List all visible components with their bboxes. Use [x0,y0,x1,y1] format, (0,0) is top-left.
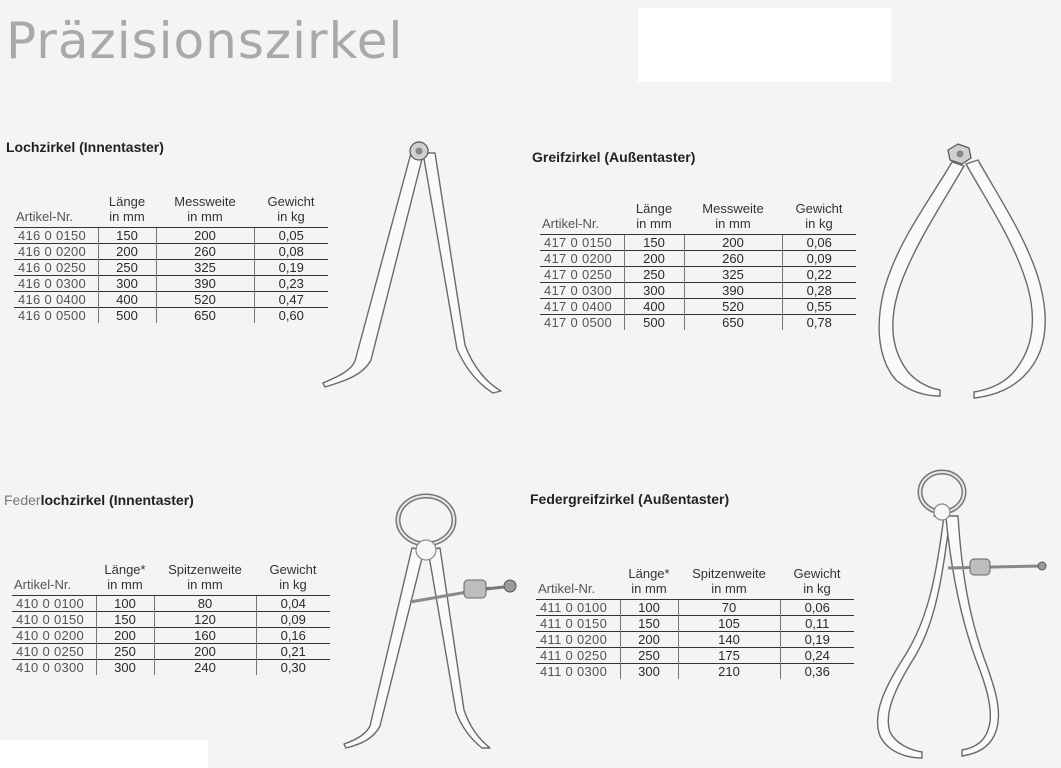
inside-caliper-icon [315,135,515,397]
cell-weite: 120 [154,612,256,628]
table-row [536,632,854,648]
cell-gewicht: 0,06 [782,235,856,251]
table-row [536,600,854,616]
spring-inside-caliper-icon [340,490,525,755]
col-header-gewicht: Gewicht in kg [793,566,841,596]
cell-laenge: 100 [96,596,154,612]
cell-gewicht: 0,28 [782,283,856,299]
cell-laenge: 400 [624,299,684,315]
table-row [14,260,328,276]
cell-gewicht: 0,24 [780,648,854,664]
cell-laenge: 200 [624,251,684,267]
cell-weite: 200 [684,235,782,251]
cell-gewicht: 0,36 [780,664,854,680]
cell-artikel-nr: 411 0 0250 [536,648,620,664]
cell-artikel-nr: 416 0 0150 [14,228,98,244]
col-header-spitzenweite: Spitzenweite in mm [692,566,766,596]
cell-artikel-nr: 410 0 0150 [12,612,96,628]
section-title-federgreifzirkel [530,491,729,507]
col-header-gewicht: Gewicht in kg [795,201,843,231]
cell-weite: 160 [154,628,256,644]
cell-weite: 210 [678,664,780,680]
cell-gewicht: 0,30 [256,660,330,676]
cell-laenge: 200 [620,632,678,648]
cell-weite: 390 [684,283,782,299]
cell-laenge: 250 [624,267,684,283]
section-title-lochzirkel [6,139,164,155]
col-header-laenge: Länge* in mm [104,562,146,592]
table-body [536,600,854,680]
cell-gewicht: 0,47 [254,292,328,308]
cell-artikel-nr: 410 0 0300 [12,660,96,676]
cell-weite: 70 [678,600,780,616]
cell-artikel-nr: 410 0 0250 [12,644,96,660]
table-body [12,596,330,676]
cell-gewicht: 0,08 [254,244,328,260]
cell-gewicht: 0,09 [256,612,330,628]
cell-weite: 325 [156,260,254,276]
col-header-artikel: Artikel-Nr. [542,216,600,231]
cell-artikel-nr: 410 0 0200 [12,628,96,644]
table-body [540,235,856,331]
section-title-light: Feder [4,492,41,508]
page-title: Präzisionszirkel [6,12,404,70]
cell-artikel-nr: 410 0 0100 [12,596,96,612]
table-row [12,644,330,660]
cell-laenge: 250 [98,260,156,276]
table-row [536,664,854,680]
cell-artikel-nr: 417 0 0400 [540,299,624,315]
cell-artikel-nr: 416 0 0250 [14,260,98,276]
cell-laenge: 150 [620,616,678,632]
table-header-row [12,562,330,596]
cell-artikel-nr: 411 0 0300 [536,664,620,680]
blank-footer-area [0,740,208,768]
spec-table-lochzirkel [14,194,328,323]
cell-artikel-nr: 417 0 0250 [540,267,624,283]
table-row [14,228,328,244]
cell-laenge: 250 [96,644,154,660]
blank-label-area [638,8,891,82]
section-title-bold: Greifzirkel (Außentaster) [532,149,696,165]
cell-laenge: 250 [620,648,678,664]
cell-laenge: 300 [620,664,678,680]
cell-gewicht: 0,05 [254,228,328,244]
cell-weite: 325 [684,267,782,283]
table-row [14,244,328,260]
cell-weite: 260 [156,244,254,260]
cell-weite: 260 [684,251,782,267]
cell-artikel-nr: 411 0 0100 [536,600,620,616]
table-row [536,616,854,632]
cell-laenge: 500 [624,315,684,331]
cell-weite: 650 [684,315,782,331]
cell-laenge: 150 [96,612,154,628]
cell-gewicht: 0,60 [254,308,328,324]
cell-artikel-nr: 416 0 0400 [14,292,98,308]
cell-laenge: 400 [98,292,156,308]
table-body [14,228,328,324]
cell-weite: 80 [154,596,256,612]
col-header-messweite: Messweite in mm [174,194,236,224]
cell-weite: 650 [156,308,254,324]
cell-laenge: 300 [98,276,156,292]
cell-weite: 240 [154,660,256,676]
cell-gewicht: 0,06 [780,600,854,616]
cell-laenge: 100 [620,600,678,616]
table-row [540,283,856,299]
cell-artikel-nr: 411 0 0200 [536,632,620,648]
spec-table-greifzirkel [540,201,856,330]
section-title-bold: lochzirkel (Innentaster) [40,492,194,508]
table-header-row [14,194,328,228]
cell-laenge: 300 [96,660,154,676]
section-title-greifzirkel [532,149,695,165]
cell-laenge: 150 [98,228,156,244]
col-header-laenge: Länge in mm [108,194,146,224]
cell-artikel-nr: 417 0 0500 [540,315,624,331]
col-header-laenge: Länge in mm [635,201,673,231]
section-title-bold: Federgreifzirkel (Außentaster) [530,491,730,507]
cell-gewicht: 0,78 [782,315,856,331]
cell-weite: 140 [678,632,780,648]
spring-outside-caliper-icon [866,468,1058,766]
table-row [540,267,856,283]
cell-artikel-nr: 411 0 0150 [536,616,620,632]
cell-gewicht: 0,16 [256,628,330,644]
cell-weite: 520 [684,299,782,315]
cell-artikel-nr: 417 0 0150 [540,235,624,251]
cell-weite: 390 [156,276,254,292]
table-row [540,251,856,267]
section-title-bold: Lochzirkel (Innentaster) [6,139,164,155]
cell-laenge: 300 [624,283,684,299]
col-header-artikel: Artikel-Nr. [538,581,596,596]
table-row [12,596,330,612]
cell-gewicht: 0,09 [782,251,856,267]
cell-artikel-nr: 417 0 0300 [540,283,624,299]
cell-gewicht: 0,19 [254,260,328,276]
col-header-laenge: Länge* in mm [628,566,670,596]
cell-weite: 105 [678,616,780,632]
cell-gewicht: 0,19 [780,632,854,648]
col-header-artikel: Artikel-Nr. [16,209,74,224]
cell-gewicht: 0,55 [782,299,856,315]
col-header-gewicht: Gewicht in kg [269,562,317,592]
cell-laenge: 500 [98,308,156,324]
cell-weite: 520 [156,292,254,308]
col-header-artikel: Artikel-Nr. [14,577,72,592]
cell-laenge: 150 [624,235,684,251]
table-row [14,276,328,292]
cell-weite: 175 [678,648,780,664]
cell-weite: 200 [154,644,256,660]
cell-gewicht: 0,23 [254,276,328,292]
cell-artikel-nr: 416 0 0200 [14,244,98,260]
col-header-spitzenweite: Spitzenweite in mm [168,562,242,592]
section-title-federlochzirkel [4,492,194,508]
table-row [540,299,856,315]
col-header-gewicht: Gewicht in kg [267,194,315,224]
spec-table-federgreifzirkel [536,566,854,679]
spec-table-federlochzirkel [12,562,330,675]
table-header-row [536,566,854,600]
table-row [14,308,328,324]
cell-gewicht: 0,11 [780,616,854,632]
cell-artikel-nr: 417 0 0200 [540,251,624,267]
col-header-messweite: Messweite in mm [702,201,764,231]
table-row [540,235,856,251]
table-header-row [540,201,856,235]
table-row [12,628,330,644]
table-row [536,648,854,664]
cell-gewicht: 0,22 [782,267,856,283]
cell-gewicht: 0,21 [256,644,330,660]
outside-caliper-icon [870,140,1055,400]
table-row [12,612,330,628]
cell-weite: 200 [156,228,254,244]
table-row [12,660,330,676]
cell-gewicht: 0,04 [256,596,330,612]
cell-artikel-nr: 416 0 0300 [14,276,98,292]
cell-laenge: 200 [96,628,154,644]
table-row [540,315,856,331]
cell-laenge: 200 [98,244,156,260]
table-row [14,292,328,308]
cell-artikel-nr: 416 0 0500 [14,308,98,324]
